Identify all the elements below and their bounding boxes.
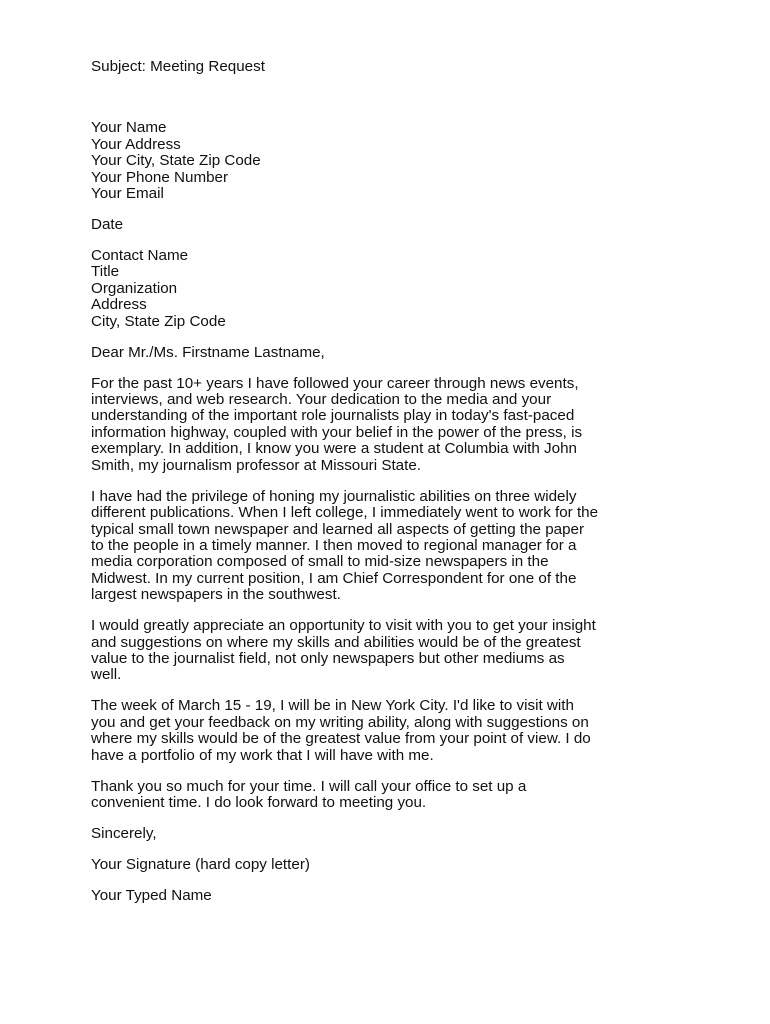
sender-phone: Your Phone Number	[91, 168, 229, 186]
paragraph-line: and suggestions on where my skills and abilities would be of the greatest	[91, 633, 581, 651]
paragraph-line: For the past 10+ years I have followed your career through news events,	[91, 374, 579, 392]
salutation: Dear Mr./Ms. Firstname Lastname,	[91, 343, 325, 361]
body-paragraph-5	[91, 779, 691, 812]
paragraph-line: Smith, my journalism professor at Missouri State.	[91, 456, 422, 474]
typed-name: Your Typed Name	[91, 886, 212, 904]
paragraph-line: largest newspapers in the southwest.	[91, 586, 341, 604]
recipient-organization: Organization	[91, 279, 178, 297]
paragraph-line: exemplary. In addition, I know you were a student at Columbia with John	[91, 440, 577, 458]
sender-address: Your Address	[91, 135, 181, 153]
paragraph-line: I have had the privilege of honing my journalistic abilities on three widely	[91, 487, 577, 505]
letter-date: Date	[91, 216, 124, 234]
paragraph-line: media corporation composed of small to mid-size newspapers in the	[91, 553, 549, 571]
sender-address-block	[91, 120, 691, 202]
paragraph-line: have a portfolio of my work that I will have with me.	[91, 746, 434, 764]
paragraph-line: Midwest. In my current position, I am Chief Correspondent for one of the	[91, 569, 577, 587]
paragraph-line: information highway, coupled with your belief in the power of the press, is	[91, 423, 583, 441]
body-paragraph-1	[91, 376, 691, 474]
recipient-name: Contact Name	[91, 247, 189, 265]
paragraph-line: well.	[91, 666, 122, 684]
sender-email: Your Email	[91, 185, 164, 203]
sender-name: Your Name	[91, 119, 167, 137]
letter-page	[91, 59, 691, 904]
paragraph-line: different publications. When I left college, I immediately went to work for the	[91, 504, 599, 522]
body-paragraph-4	[91, 698, 691, 764]
sender-city-state-zip: Your City, State Zip Code	[91, 152, 261, 170]
paragraph-line: where my skills would be of the greatest value from your point of view. I do	[91, 730, 591, 748]
body-paragraph-2	[91, 489, 691, 604]
paragraph-line: you and get your feedback on my writing ability, along with suggestions on	[91, 713, 589, 731]
recipient-address-block	[91, 248, 691, 330]
paragraph-line: Thank you so much for your time. I will call your office to set up a	[91, 777, 527, 795]
paragraph-line: to the people in a timely manner. I then moved to regional manager for a	[91, 536, 577, 554]
paragraph-line: interviews, and web research. Your dedication to the media and your	[91, 391, 552, 409]
paragraph-line: convenient time. I do look forward to meeting you.	[91, 793, 427, 811]
paragraph-line: value to the journalist field, not only newspapers but other mediums as	[91, 649, 565, 667]
signature-line: Your Signature (hard copy letter)	[91, 855, 310, 873]
paragraph-line: typical small town newspaper and learned all aspects of getting the paper	[91, 520, 585, 538]
paragraph-line: understanding of the important role journalists play in today's fast-paced	[91, 407, 575, 425]
body-paragraph-3	[91, 618, 691, 684]
recipient-city-state-zip: City, State Zip Code	[91, 312, 226, 330]
closing: Sincerely,	[91, 824, 157, 842]
paragraph-line: The week of March 15 - 19, I will be in New York City. I'd like to visit with	[91, 697, 574, 715]
paragraph-line: I would greatly appreciate an opportunity to visit with you to get your insight	[91, 617, 596, 635]
subject-line: Subject: Meeting Request	[91, 58, 265, 75]
recipient-address: Address	[91, 296, 147, 314]
recipient-title: Title	[91, 263, 120, 281]
